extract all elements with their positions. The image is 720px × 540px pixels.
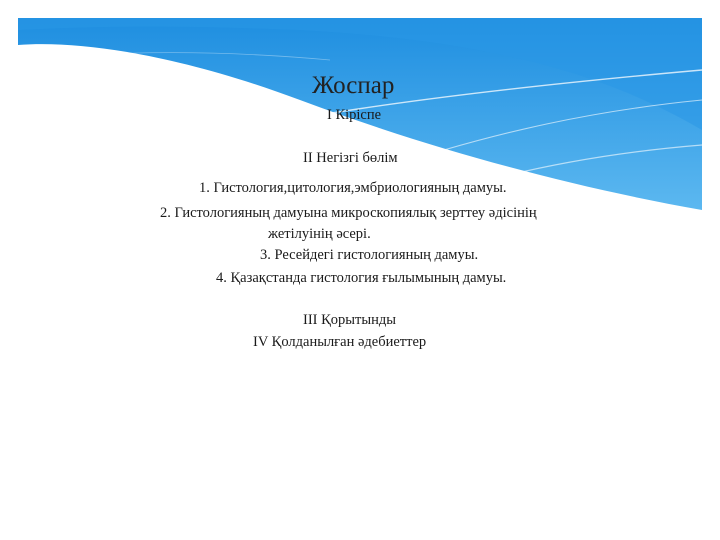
- section-main-part: II Негізгі бөлім: [303, 150, 398, 166]
- list-item-2: 2. Гистологияның дамуына микроскопиялық зерттеу әдісінің: [160, 205, 537, 221]
- list-item-1: 1. Гистология,цитология,эмбриологияның дамуы.: [199, 180, 507, 196]
- slide-title: Жоспар: [312, 72, 395, 99]
- list-item-3: 3. Ресейдегі гистологияның дамуы.: [260, 247, 479, 263]
- list-item-2-continued: жетілуінің әсері.: [268, 226, 371, 242]
- list-item-4: 4. Қазақстанда гистология ғылымының дамуы.: [216, 270, 507, 286]
- section-intro: I Кіріспе: [327, 107, 382, 123]
- section-conclusion: III Қорытынды: [303, 312, 396, 328]
- section-references: IV Қолданылған әдебиеттер: [253, 334, 427, 350]
